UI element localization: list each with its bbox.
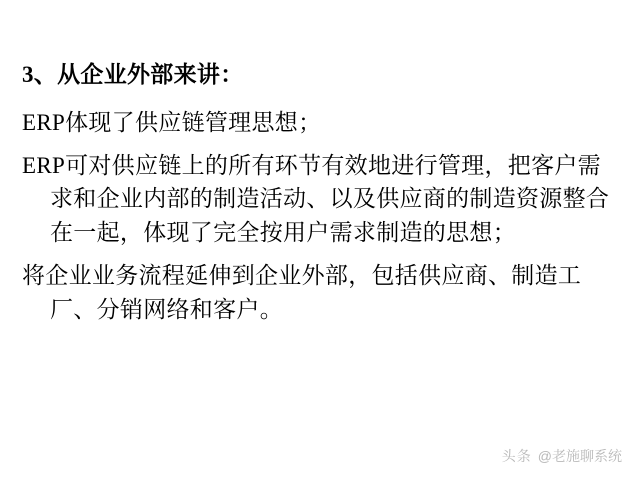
slide-heading: 3、从企业外部来讲： (22, 62, 244, 87)
watermark (502, 446, 622, 466)
slide-content (22, 58, 622, 333)
slide-line-1: ERP体现了供应链管理思想； (22, 109, 322, 135)
watermark-account: @老施聊系统 (537, 448, 622, 464)
slide-line-2: ERP可对供应链上的所有环节有效地进行管理，把客户需求和企业内部的制造活动、以及供应商的制造资源整合在一起，体现了完全按用户需求制造的思想； (22, 152, 610, 246)
slide-line-3: 将企业业务流程延伸到企业外部，包括供应商、制造工厂、分销网络和客户。 (22, 262, 582, 322)
toutiao-logo-icon: 头条 (501, 448, 532, 464)
